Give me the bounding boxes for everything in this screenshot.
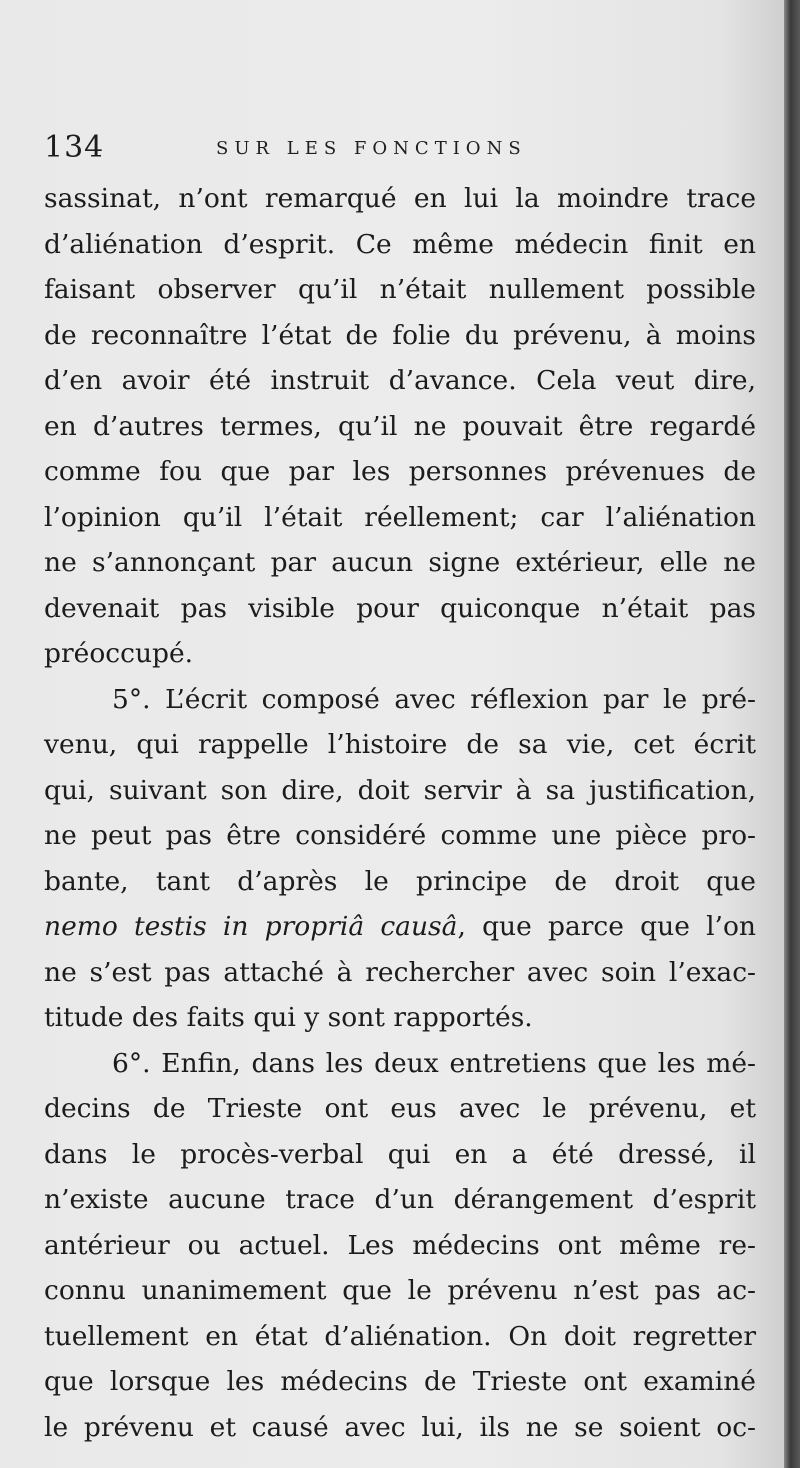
page-gutter-shadow [784,0,800,1468]
text-line: faisant observer qu’il n’était nullement possible [44,274,756,305]
text-line: n’existe aucune trace d’un dérangement d’esprit [44,1184,756,1215]
text-line: le prévenu et causé avec lui, ils ne se soient oc- [44,1411,756,1443]
text-line: devenait pas visible pour quiconque n’était pas [44,592,756,624]
text-line: qui, suivant son dire, doit servir à sa justification, [44,774,756,806]
latin-maxim: nemo testis in propriâ causâ [44,911,458,942]
text-line: tuellement en état d’aliénation. On doit regretter [44,1320,756,1352]
text-line: préoccupé. [44,638,194,669]
text-line: ne s’est pas attaché à rechercher avec soin l’exac- [44,956,756,988]
latin-maxim-line [44,904,756,950]
text-line: d’aliénation d’esprit. Ce même médecin finit en [44,228,756,260]
text-line: sassinat, n’ont remarqué en lui la moindre trace [44,183,756,214]
page-header [44,128,744,168]
text-line: venu, qui rappelle l’histoire de sa vie, cet écrit [44,729,756,760]
body-text [44,176,756,1450]
text-line: dans le procès-verbal qui en a été dressé, il [44,1138,756,1170]
running-head: SUR LES FONCTIONS [216,138,527,159]
text-line: comme fou que par les personnes prévenues de [44,456,756,487]
text-line: bante, tant d’après le principe de droit que [44,865,756,897]
text-line: que lorsque les médecins de Trieste ont examiné [44,1366,756,1397]
text-line: antérieur ou actuel. Les médecins ont même re- [44,1229,756,1261]
text-line: d’en avoir été instruit d’avance. Cela veut dire, [44,365,756,396]
text-line: en d’autres termes, qu’il ne pouvait être regardé [44,410,756,442]
text-line: l’opinion qu’il l’était réellement; car l’aliénation [44,501,756,533]
latin-maxim-continuation: , que parce que l’on [457,911,756,942]
page-number: 134 [44,130,105,165]
paragraph-6-start: 6°. Enfin, dans les deux entretiens que les mé- [112,1047,756,1079]
text-line: decins de Trieste ont eus avec le prévenu, et [44,1093,756,1124]
text-line: titude des faits qui y sont rapportés. [44,1002,533,1033]
text-line: de reconnaître l’état de folie du prévenu, à moins [44,319,756,351]
paragraph-5-start: 5°. L’écrit composé avec réflexion par le pré- [112,683,756,715]
text-line: ne peut pas être considéré comme une pièce pro- [44,820,756,851]
text-line: connu unanimement que le prévenu n’est pas ac- [44,1275,756,1306]
text-line: ne s’annonçant par aucun signe extérieur, elle ne [44,547,756,578]
